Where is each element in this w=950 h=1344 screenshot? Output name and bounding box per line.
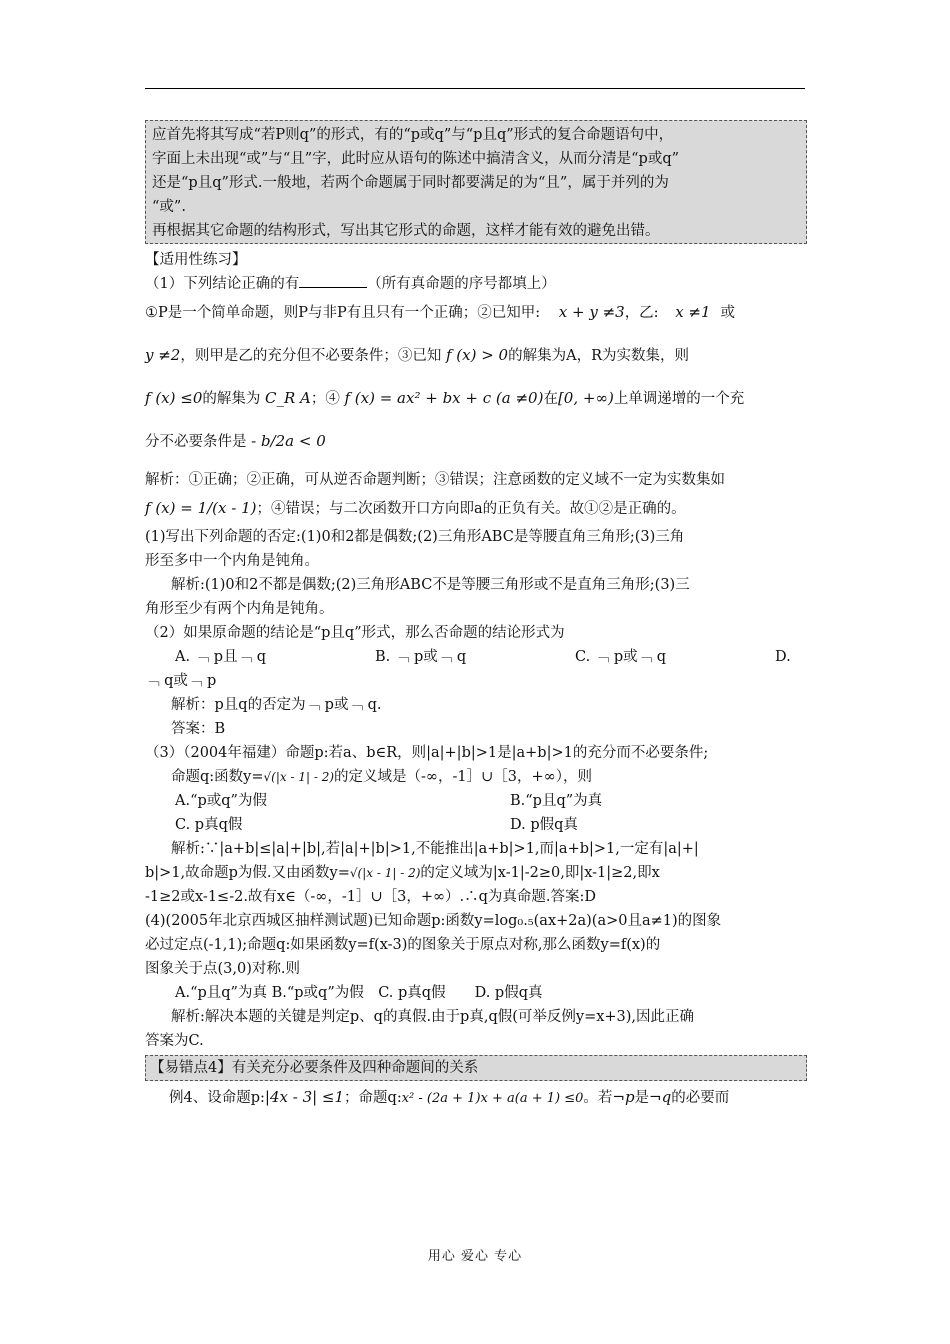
- note-line: “或”.: [152, 199, 186, 215]
- section-title: 【适用性练习】: [145, 252, 247, 268]
- math-expr: x ≠1: [675, 303, 711, 321]
- math-expr: y ≠2: [145, 346, 181, 364]
- option-c[interactable]: C. ﹁ p或﹁ q: [575, 649, 667, 665]
- math-expr: f (x) > 0: [445, 346, 509, 364]
- header-rule: [145, 88, 805, 89]
- note-line: 还是“p且q”形式.一般地，若两个命题属于同时都要满足的为“且”，属于并列的为: [152, 175, 669, 191]
- text: ；命题q:: [344, 1090, 402, 1106]
- text: 的解集为: [202, 391, 261, 407]
- question-stem-a: （1）下列结论正确的有: [145, 276, 300, 292]
- text: 或: [720, 305, 736, 321]
- section-title: 【易错点4】有关充分必要条件及四种命题间的关系: [150, 1060, 479, 1076]
- option-a[interactable]: A. ﹁ p且﹁ q: [175, 649, 266, 665]
- analysis-line: 解析：①正确；②正确，可从逆否命题判断；③错误；注意函数的定义域不一定为实数集如: [145, 472, 725, 488]
- options-row: [145, 789, 807, 813]
- example-line: [145, 1081, 807, 1115]
- text: 在: [543, 391, 558, 407]
- options-row: [145, 645, 807, 669]
- question-line: (1)写出下列命题的否定:(1)0和2都是偶数;(2)三角形ABC是等腰直角三角形;(3)三角: [145, 529, 685, 545]
- math-expr: ¬p: [612, 1088, 635, 1106]
- text: 命题q:函数y=: [171, 769, 264, 785]
- note-box: [145, 120, 807, 244]
- text: 的解集为A，R为实数集，则: [508, 348, 689, 364]
- text: 分不必要条件是: [145, 434, 247, 450]
- option-b[interactable]: B. ﹁ p或﹁ q: [375, 649, 467, 665]
- text: 的定义域为|x-1|-2≥0,即|x-1|≥2,即x: [420, 865, 660, 881]
- math-expr: x + y ≠3: [558, 303, 625, 321]
- text: ①P是一个简单命题，则P与非P有且只有一个正确；②已知甲:: [145, 305, 541, 321]
- analysis-line: 解析:解决本题的关键是判定p、q的真假.由于p真,q假(可举反例y=x+3),因此正确: [171, 1009, 695, 1025]
- answer-line: 答案：B: [171, 721, 226, 737]
- option-d-content: ﹁ q或﹁ p: [145, 673, 217, 689]
- question-line: [145, 765, 807, 789]
- analysis-line: 解析:(1)0和2不都是偶数;(2)三角形ABC不是等腰三角形或不是直角三角形;(3)三: [171, 577, 690, 593]
- question-stem: [145, 272, 807, 296]
- question-line: [145, 296, 807, 329]
- analysis-line: 解析：p且q的否定为﹁ p或﹁ q.: [171, 697, 382, 713]
- text: ，则甲是乙的充分但不必要条件；③已知: [180, 348, 442, 364]
- note-line: 字面上未出现“或”与“且”字，此时应从语句的陈述中搞清含义，从而分清是“p或q”: [152, 151, 680, 167]
- analysis-line: 解析:∵|a+b|≤|a|+|b|,若|a|+|b|>1,不能推出|a+b|>1,而|a+b|>1,一定有|a|+|: [171, 841, 699, 857]
- text: ；④: [310, 391, 340, 407]
- question-line: [145, 329, 807, 382]
- analysis-line: [145, 861, 807, 885]
- question-line: （3）（2004年福建）命题p:若a、b∈R，则|a|+|b|>1是|a+b|>1的充分而不必要条件;: [145, 745, 709, 761]
- math-expr: √(|x - 1| - 2): [263, 770, 335, 784]
- math-expr: [0, +∞): [557, 389, 614, 407]
- question-line: 形至多中一个内角是钝角。: [145, 553, 319, 569]
- document-body: [145, 120, 807, 1115]
- options-row: [145, 813, 807, 837]
- analysis-line: 角形至少有两个内角是钝角。: [145, 601, 334, 617]
- math-expr: f (x) = ax² + bx + c (a ≠0): [344, 389, 544, 407]
- text: b|>1,故命题p为假.又由函数y=: [145, 865, 350, 881]
- question-stem-b: （所有真命题的序号都填上）: [367, 276, 556, 292]
- text: ；④错误；与二次函数开口方向即a的正负有关。故①②是正确的。: [256, 501, 686, 517]
- option-d[interactable]: D.: [775, 649, 791, 665]
- text: 上单调递增的一个充: [613, 391, 745, 407]
- section-title-bar: [145, 1055, 807, 1081]
- option-b[interactable]: B.“p且q”为真: [510, 793, 603, 809]
- text: 。若: [583, 1090, 613, 1106]
- text: 的必要而: [671, 1090, 730, 1106]
- option-a[interactable]: A.“p或q”为假: [175, 793, 267, 809]
- text: ，乙:: [624, 305, 659, 321]
- question-line: [145, 382, 807, 415]
- math-expr: ¬q: [649, 1088, 672, 1106]
- analysis-line: 答案为C.: [145, 1033, 204, 1049]
- note-line: 再根据其它命题的结构形式，写出其它形式的命题，这样才能有效的避免出错。: [152, 223, 660, 239]
- option-c[interactable]: C. p真q假: [175, 817, 243, 833]
- math-expr: f (x) ≤0: [145, 389, 203, 407]
- question-line: 必过定点(-1,1);命题q:如果函数y=f(x-3)的图象关于原点对称,那么函数y=f(x)的: [145, 937, 661, 953]
- text: 是: [634, 1090, 650, 1106]
- analysis-line: [145, 492, 807, 525]
- question-line: 图象关于点(3,0)对称.则: [145, 961, 300, 977]
- text: 的定义域是（-∞，-1］∪［3，+∞），则: [334, 769, 592, 785]
- question-line: (4)(2005年北京西城区抽样测试题)已知命题p:函数y=log₀.₅(ax+2a)(a>0且a≠1)的图象: [145, 913, 722, 929]
- math-expr: x² - (2a + 1)x + a(a + 1) ≤0: [401, 1091, 584, 1106]
- text: 例4、设命题p:: [169, 1090, 265, 1106]
- math-expr: - b/2a < 0: [251, 432, 326, 450]
- answer-blank[interactable]: [299, 273, 367, 288]
- option-d[interactable]: D. p假q真: [510, 817, 578, 833]
- math-expr: |4x - 3| ≤1: [264, 1088, 345, 1106]
- math-expr: C_R A: [264, 389, 311, 407]
- math-expr: f (x) = 1/(x - 1): [145, 499, 257, 517]
- analysis-line: -1≥2或x-1≤-2.故有x∈（-∞，-1］∪［3，+∞）.∴q为真命题.答案:D: [145, 889, 597, 905]
- options-row: A.“p且q”为真 B.“p或q”为假 C. p真q假 D. p假q真: [175, 985, 543, 1001]
- math-expr: √(|x - 1| - 2): [349, 866, 421, 880]
- note-line: 应首先将其写成“若P则q”的形式，有的“p或q”与“p且q”形式的复合命题语句中，: [152, 127, 674, 143]
- question-line: （2）如果原命题的结论是“p且q”形式，那么否命题的结论形式为: [145, 625, 565, 641]
- question-line: [145, 415, 807, 468]
- page-footer: 用心 爱心 专心: [427, 1249, 523, 1264]
